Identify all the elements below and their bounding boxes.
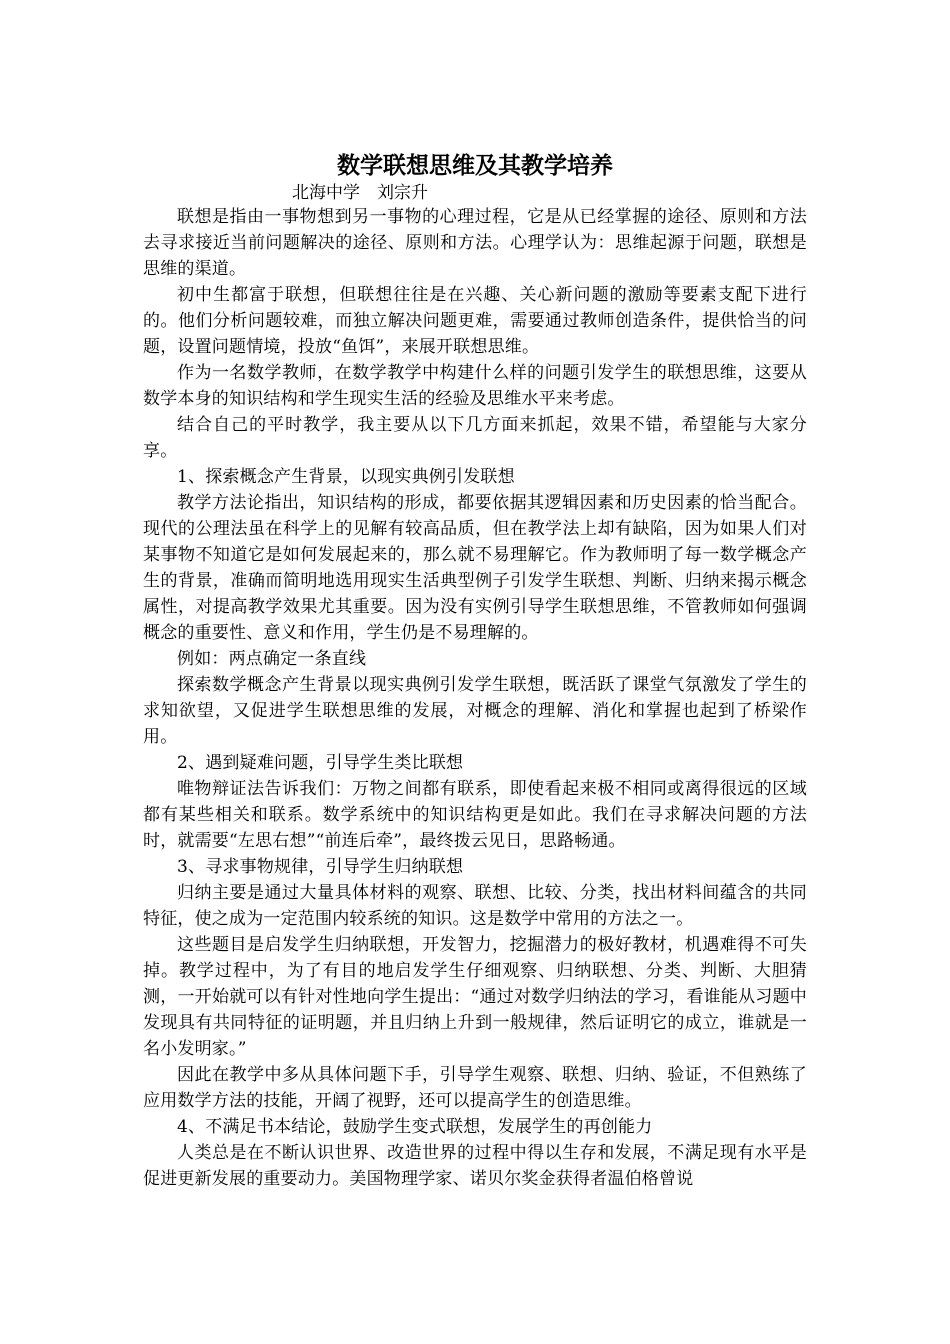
paragraph: 作为一名数学教师，在数学教学中构建什么样的问题引发学生的联想思维，这要从数学本身的知识结构和学生现实生活的经验及思维水平来考虑。 <box>143 363 807 409</box>
paragraph: 探索数学概念产生背景以现实典例引发学生联想，既活跃了课堂气氛激发了学生的求知欲望，又促进学生联想思维的发展，对概念的理解、消化和掌握也起到了桥梁作用。 <box>143 675 807 747</box>
document-body <box>143 150 807 1192</box>
paragraph: 归纳主要是通过大量具体材料的观察、联想、比较、分类，找出材料间蕴含的共同特征，使之成为一定范围内较系统的知识。这是数学中常用的方法之一。 <box>143 883 807 929</box>
paragraph: 结合自己的平时教学，我主要从以下几方面来抓起，效果不错，希望能与大家分享。 <box>143 415 807 461</box>
example-line: 例如：两点确定一条直线 <box>177 649 367 669</box>
paragraph: 人类总是在不断认识世界、改造世界的过程中得以生存和发展，不满足现有水平是促进更新发展的重要动力。美国物理学家、诺贝尔奖金获得者温伯格曾说 <box>143 1143 807 1189</box>
section-heading-2: 2、遇到疑难问题，引导学生类比联想 <box>177 753 464 773</box>
author-line: 北海中学 刘宗升 <box>292 183 428 203</box>
paragraph: 这些题目是启发学生归纳联想，开发智力，挖掘潜力的极好教材，机遇难得不可失掉。教学过程中，为了有目的地启发学生仔细观察、归纳联想、分类、判断、大胆猜测，一开始就可以有针对性地向学生提出：“通过对数学归纳法的学习，看谁能从习题中发现具有共同特征的证明题，并且归纳上升到一般规律，然后证明它的成立，谁就是一名小发明家。” <box>143 935 807 1059</box>
document-title: 数学联想思维及其教学培养 <box>337 152 613 179</box>
paragraph: 初中生都富于联想，但联想往往是在兴趣、关心新问题的激励等要素支配下进行的。他们分析问题较难，而独立解决问题更难，需要通过教师创造条件，提供恰当的问题，设置问题情境，投放“鱼饵”，来展开联想思维。 <box>143 285 807 357</box>
paragraph: 教学方法论指出，知识结构的形成，都要依据其逻辑因素和历史因素的恰当配合。现代的公理法虽在科学上的见解有较高品质，但在教学法上却有缺陷，因为如果人们对某事物不知道它是如何发展起来的，那么就不易理解它。作为教师明了每一数学概念产生的背景，准确而简明地选用现实生活典型例子引发学生联想、判断、归纳来揭示概念属性，对提高教学效果尤其重要。因为没有实例引导学生联想思维，不管教师如何强调概念的重要性、意义和作用，学生仍是不易理解的。 <box>143 493 807 643</box>
section-heading-3: 3、寻求事物规律，引导学生归纳联想 <box>177 857 464 877</box>
paragraph: 唯物辩证法告诉我们：万物之间都有联系，即使看起来极不相同或离得很远的区域都有某些相关和联系。数学系统中的知识结构更是如此。我们在寻求解决问题的方法时，就需要“左思右想”“前连后牵”，最终拨云见日，思路畅通。 <box>143 779 807 851</box>
paragraph: 联想是指由一事物想到另一事物的心理过程，它是从已经掌握的途径、原则和方法去寻求接近当前问题解决的途径、原则和方法。心理学认为：思维起源于问题，联想是思维的渠道。 <box>143 207 807 279</box>
paragraph: 因此在教学中多从具体问题下手，引导学生观察、联想、归纳、验证，不但熟练了应用数学方法的技能，开阔了视野，还可以提高学生的创造思维。 <box>143 1065 807 1111</box>
section-heading-1: 1、探索概念产生背景，以现实典例引发联想 <box>177 467 515 487</box>
section-heading-4: 4、不满足书本结论，鼓励学生变式联想，发展学生的再创能力 <box>177 1117 653 1137</box>
